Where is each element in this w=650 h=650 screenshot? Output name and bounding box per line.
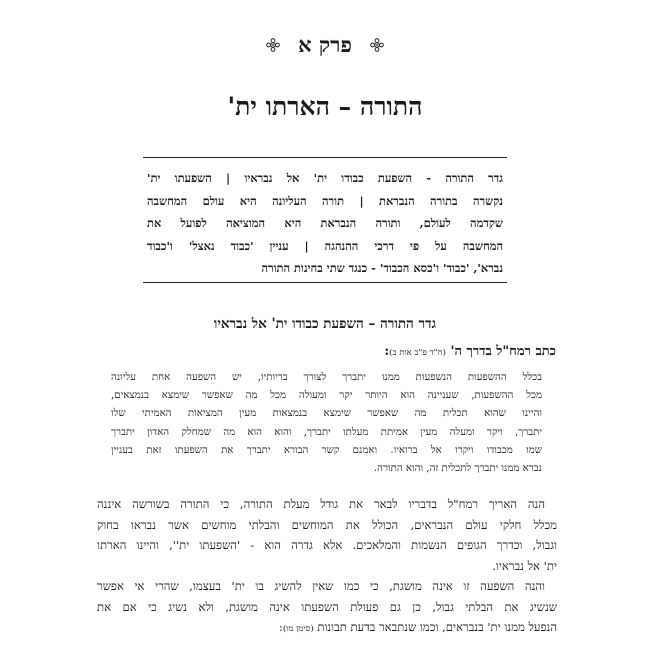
quote-line: בכלל ההשפעות הנשפעות ממנו יתברך לצורך בריותיו, יש השפעה אחת עליונה [111, 372, 542, 383]
paragraph-line: והנה השפעה זו אינה מושגת, כי כמו שאין להשיג בו ית' בעצמו, שהרי אי אפשר [97, 579, 545, 593]
summary-line: נברא', 'כבוד' ו'כסא הכבוד' - כנגד שתי בחינות התורה [261, 261, 503, 275]
paragraph-line: ית' אל נבראיו. [492, 558, 557, 573]
summary-line: המחשבה על פי דרכי ההנהגה | עניין 'כבוד נאצל' ו'כבוד [147, 238, 503, 253]
paragraph-line: הנה האריך רמח"ל בדבריו לבאר את גודל מעלת התורה, כי התורה בשורשה איננה [97, 497, 545, 511]
paragraph-line: וגבול, וכדרך הגופים הנשמות והמלאכים. אלא גדרה הוא - 'השפעתו ית'', והיינו הארתו [97, 538, 557, 553]
quote-line: נברא ממנו יתברך לתכלית זה, והוא התורה. [373, 463, 542, 475]
paragraph-line: מכלל חלקי עולם הנבראים, הכולל את המוחשים והבלתי מוחשים אשר נבראו בחוק [97, 517, 557, 532]
flower-ornament-icon [266, 38, 280, 52]
page-title: התורה – הארתו ית' [227, 92, 423, 121]
summary-line: נקשרה בתורה הנבראת | תורה העליונה היא עולם המחשבה [147, 193, 503, 208]
quote-line: יתברך, ויקר ומעלה מעין אמיתת מעלתו יתברך, והוא הוא מה שמחלק האדון יתברך [111, 426, 542, 438]
paragraph-line: שנשיג את הבלתי גבול, כן גם פעולת השפעתו אינה מושגת, ולא נשיג כי אם את [97, 599, 557, 614]
source-citation: כתב רמח"ל בדרך ה' (ח"ד פ"ב אות ב): [384, 344, 556, 359]
source-reference: (ח"ד פ"ב אות ב) [389, 348, 446, 358]
summary-line: שקדמה לעולם, ותורה הנבראת היא המוציאה לפועל את [147, 216, 503, 230]
quote-line: והיינו שהוא תכלית מה שאפשר שימצא בנמצאות מעין המציאות האמיתי שלו [111, 408, 542, 420]
quote-line: שמו מכבודו ויקרו אל ברואיו. ואמנם קשר הבורא יתברך את השפעתו זאת בעניין [111, 444, 542, 456]
summary-line: גדר התורה - השפעת כבודו ית' אל נבראיו | השפעתו ית' [147, 171, 503, 185]
quote-line: מכל ההשפעות, שעניינה הוא היותר יקר ומעולה מכל מה שאפשר שימצא בנמצאים, [111, 390, 542, 402]
chapter-title: פרק א [298, 32, 352, 57]
source-main: כתב רמח"ל בדרך ה' [450, 344, 556, 359]
paragraph [97, 576, 557, 640]
paragraph [97, 494, 557, 576]
chapter-header [0, 32, 650, 58]
section-heading: גדר התורה – השפעת כבודו ית' אל נבראיו [213, 316, 437, 332]
inline-reference: (סימן מו) [282, 624, 314, 635]
quote-block [111, 369, 542, 478]
paragraph-line-text: הנפעל ממנו ית' בנבראים, וכמו שנתבאר בדעת תבונות [317, 620, 557, 635]
paragraph-line: הנפעל ממנו ית' בנבראים, וכמו שנתבאר בדעת תבונות (סימן מו): [278, 620, 557, 635]
chapter-summary-box [143, 157, 507, 283]
flower-ornament-icon [370, 38, 384, 52]
